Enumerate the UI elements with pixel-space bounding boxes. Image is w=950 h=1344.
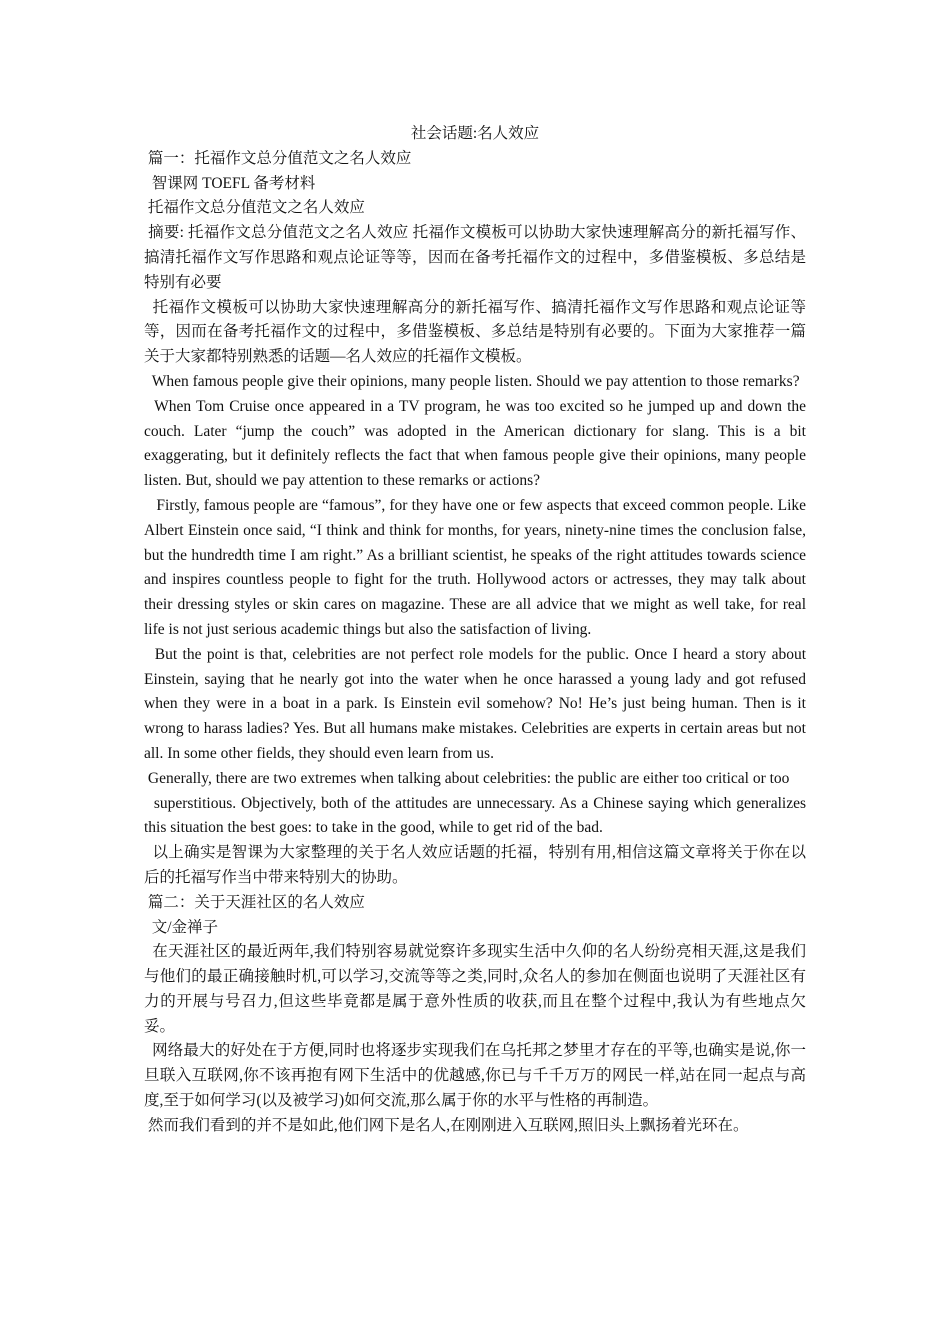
intro-paragraph: 托福作文模板可以协助大家快速理解高分的新托福写作、搞清托福作文写作思路和观点论证等等，因而在备考托福作文的过程中，多借鉴模板、多总结是特别有必要的。下面为大家推荐一篇关于大家都特别熟悉的话题—名人效应的托福作文模板。 xyxy=(144,298,807,366)
essay-paragraph-1: When Tom Cruise once appeared in a TV program, he was too excited so he jumped up and down the couch. Later “jump the couch” was adopted in the American dictionary for slang. This is a bit exaggerating, but it definitely reflects the fact that when famous people give their opinions, many people listen. But, should we pay attention to these remarks or actions? xyxy=(144,397,810,490)
article-title: 托福作文总分值范文之名人效应 xyxy=(144,199,365,217)
tianya-paragraph-1: 在天涯社区的最近两年,我们特别容易就觉察许多现实生活中久仰的名人纷纷亮相天涯,这是我们与他们的最正确接触时机,可以学习,交流等等之类,同时,众名人的参加在侧面也说明了天涯社区有力的开展与号召力,但这些毕竟都是属于意外性质的收获,而且在整个过程中,我认为有些地点欠妥。 xyxy=(144,943,806,1035)
abstract-paragraph: 摘要: 托福作文总分值范文之名人效应 托福作文模板可以协助大家快速理解高分的新托福写作、搞清托福作文写作思路和观点论证等等，因而在备考托福作文的过程中，多借鉴模板、多总结是特别有必要 xyxy=(144,224,807,291)
tianya-paragraph-3: 然而我们看到的并不是如此,他们网下是名人,在刚刚进入互联网,照旧头上飘扬着光环在。 xyxy=(144,1116,749,1134)
tianya-paragraph-2: 网络最大的好处在于方便,同时也将逐步实现我们在乌托邦之梦里才存在的平等,也确实是说,你一旦联入互联网,你不该再抱有网下生活中的优越感,你已与千千万万的网民一样,站在同一起点与高度,至于如何学习(以及被学习)如何交流,那么属于你的水平与性格的再制造。 xyxy=(144,1042,806,1110)
closing-paragraph: 以上确实是智课为大家整理的关于名人效应话题的托福，特别有用,相信这篇文章将关于你在以后的托福写作当中带来特别大的协助。 xyxy=(144,844,806,886)
document-title: 社会话题:名人效应 xyxy=(410,125,540,142)
essay-paragraph-4a: Generally, there are two extremes when talking about celebrities: the public are either too critical or too xyxy=(144,769,790,787)
essay-prompt: When famous people give their opinions, many people listen. Should we pay attention to those remarks? xyxy=(144,372,800,390)
essay-paragraph-2: Firstly, famous people are “famous”, for they have one or few aspects that exceed common people. Like Albert Einstein once said, “I think and think for months, for years, ninety-nine times the conclusion false, but the hundredth time I am right.” As a brilliant scientist, he speaks of the right attitudes towards science and inspires countless people to fight for the truth. Hollywood actors or actresses, they may talk about their dressing styles or skin cares on magazine. These are all advice that we might as well take, for real life is not just serious academic things but also the satisfaction of living. xyxy=(144,496,810,638)
section-heading-2: 篇二：关于天涯社区的名人效应 xyxy=(144,893,365,911)
author-line: 文/金禅子 xyxy=(144,918,219,936)
essay-paragraph-4b: superstitious. Objectively, both of the attitudes are unnecessary. As a Chinese saying which generalizes this situation the best goes: to take in the good, while to get rid of the bad. xyxy=(144,794,810,837)
essay-paragraph-3: But the point is that, celebrities are not perfect role models for the public. Once I heard a story about Einstein, saying that he nearly got into the water when he once harassed a young lady and got refused when they were in a boat in a park. Is Einstein evil somehow? No! He’s just being human. Then is it wrong to harass ladies? Yes. But all humans make mistakes. Celebrities are experts in certain areas but not all. In some other fields, they should even learn from us. xyxy=(144,645,810,762)
source-line: 智课网 TOEFL 备考材料 xyxy=(144,174,316,192)
section-heading-1: 篇一：托福作文总分值范文之名人效应 xyxy=(144,149,412,167)
